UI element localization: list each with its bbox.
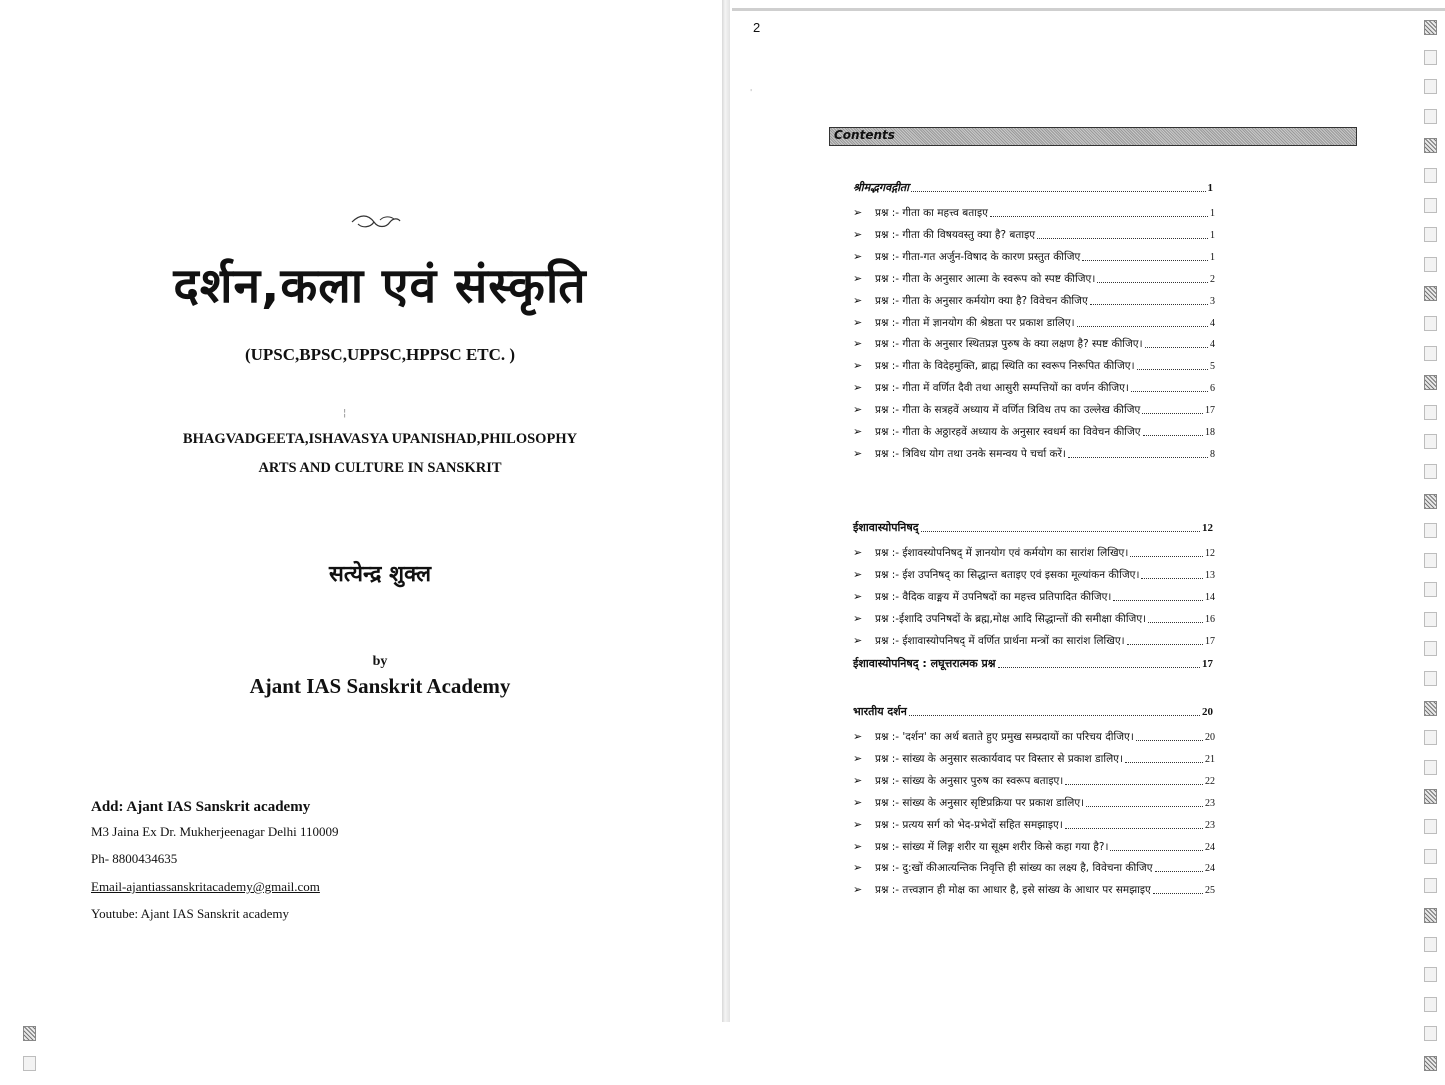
toc-entry[interactable] <box>853 359 1215 373</box>
subject-line-1: BHAGVADGEETA,ISHAVASYA UPANISHAD,PHILOSOPHY <box>182 431 578 447</box>
arrow-bullet-icon: ➢ <box>853 589 863 603</box>
binding-hole <box>23 1056 36 1071</box>
title-page <box>0 0 722 1022</box>
address-line: M3 Jaina Ex Dr. Mukherjeenagar Delhi 110009 <box>91 824 339 839</box>
dot-leader <box>1127 643 1203 645</box>
dot-leader <box>911 190 1205 192</box>
binding-hole <box>1424 109 1437 124</box>
dot-leader <box>1131 390 1208 392</box>
entry-page-number: 16 <box>1205 613 1215 625</box>
binding-hole <box>1424 789 1437 804</box>
binding-hole <box>1424 819 1437 834</box>
entry-label: प्रश्न :- सांख्य के अनुसार सृष्टिप्रक्रिया पर प्रकाश डालिए। <box>875 796 1085 809</box>
entry-page-number: 25 <box>1205 885 1215 897</box>
entry-page-number: 12 <box>1205 548 1215 559</box>
dot-leader <box>1148 621 1203 623</box>
entry-page-number: 4 <box>1210 339 1215 351</box>
entry-label: प्रश्न :- गीता के अनुसार आत्मा के स्वरूप को स्पष्ट कीजिए। <box>875 272 1096 285</box>
dot-leader <box>1037 237 1208 239</box>
dot-leader <box>1113 599 1203 601</box>
dot-leader <box>1142 412 1203 414</box>
dot-leader <box>1090 303 1208 305</box>
toc-subsection-heading[interactable] <box>853 656 1213 671</box>
toc-entry[interactable] <box>853 883 1215 897</box>
arrow-bullet-icon: ➢ <box>853 446 863 460</box>
binding-hole <box>1424 523 1437 538</box>
binding-hole <box>1424 227 1437 242</box>
entry-label: प्रश्न :- गीता में ज्ञानयोग की श्रेष्ठता पर प्रकाश डालिए। <box>875 316 1075 329</box>
toc-entry[interactable] <box>853 206 1215 220</box>
arrow-bullet-icon: ➢ <box>853 567 863 581</box>
binding-hole <box>1424 50 1437 65</box>
dot-leader <box>1065 783 1203 785</box>
entry-page-number: 14 <box>1205 591 1215 603</box>
arrow-bullet-icon: ➢ <box>853 817 863 831</box>
toc-entry[interactable] <box>853 546 1215 560</box>
arrow-bullet-icon: ➢ <box>853 249 863 263</box>
binding-hole <box>1424 20 1437 35</box>
entry-page-number: 23 <box>1205 797 1215 809</box>
entry-page-number: 2 <box>1210 273 1215 285</box>
toc-entry[interactable] <box>853 403 1215 417</box>
entry-label: प्रश्न :- वैदिक वाङ्मय में उपनिषदों का महत्त्व प्रतिपादित कीजिए। <box>875 590 1112 603</box>
entry-page-number: 23 <box>1205 819 1215 831</box>
arrow-bullet-icon: ➢ <box>853 751 863 765</box>
binding-hole <box>1424 760 1437 775</box>
book-gutter <box>722 0 730 1022</box>
toc-section-heading[interactable] <box>853 704 1213 719</box>
entry-label: प्रश्न :- गीता के विदेहमुक्ति, ब्राह्म स्थिति का स्वरूप निरूपित कीजिए। <box>875 360 1135 373</box>
flourish-ornament-icon <box>350 212 402 232</box>
toc-entry[interactable] <box>853 294 1215 308</box>
binding-hole <box>1424 849 1437 864</box>
binding-holes-right <box>1421 20 1441 1085</box>
toc-entry[interactable] <box>853 381 1215 395</box>
entry-label: प्रश्न :- त्रिविध योग तथा उनके समन्वय पे चर्चा करें। <box>875 447 1066 460</box>
binding-hole <box>1424 937 1437 952</box>
dot-leader <box>1110 849 1203 851</box>
dot-leader <box>998 666 1200 668</box>
binding-hole <box>1424 701 1437 716</box>
dot-leader <box>1068 456 1208 458</box>
entry-label: प्रश्न :- गीता का महत्त्व बताइए <box>875 207 988 219</box>
toc-entry[interactable] <box>853 272 1215 286</box>
dot-leader <box>1082 259 1208 261</box>
entry-label: प्रश्न :-ईशादि उपनिषदों के ब्रह्म,मोक्ष आदि सिद्धान्तों की समीक्षा कीजिए। <box>875 612 1147 625</box>
binding-hole <box>1424 168 1437 183</box>
arrow-bullet-icon: ➢ <box>853 206 863 219</box>
arrow-bullet-icon: ➢ <box>853 883 863 897</box>
binding-hole <box>1424 286 1437 301</box>
arrow-bullet-icon: ➢ <box>853 403 863 417</box>
toc-entry[interactable] <box>853 590 1215 604</box>
binding-hole <box>1424 257 1437 272</box>
dot-leader <box>1065 827 1203 829</box>
toc-entry[interactable] <box>853 634 1215 648</box>
dot-leader <box>1097 281 1208 283</box>
contents-header-bar <box>829 127 1357 146</box>
toc-entry[interactable] <box>853 796 1215 810</box>
entry-label: प्रश्न :- गीता के अनुसार स्थितप्रज्ञ पुरुष के क्या लक्षण है? स्पष्ट कीजिए। <box>875 338 1143 351</box>
arrow-bullet-icon: ➢ <box>853 611 863 625</box>
entry-page-number: 8 <box>1210 448 1215 460</box>
binding-hole <box>1424 641 1437 656</box>
entry-page-number: 6 <box>1210 383 1215 395</box>
binding-hole <box>1424 316 1437 331</box>
toc-entry[interactable] <box>853 730 1215 744</box>
by-label: by <box>372 654 388 669</box>
dot-leader <box>921 530 1200 532</box>
entry-page-number: 4 <box>1210 317 1215 329</box>
scan-mark: ¦ <box>343 408 347 419</box>
entry-label: प्रश्न :- ईशावस्योपनिषद् में ज्ञानयोग एवं कर्मयोग का सारांश लिखिए। <box>875 547 1129 559</box>
binding-hole <box>1424 494 1437 509</box>
entry-page-number: 17 <box>1205 405 1215 417</box>
toc-entry[interactable] <box>853 425 1215 439</box>
toc-section-heading[interactable] <box>853 180 1213 195</box>
entry-label: प्रश्न :- तत्त्वज्ञान ही मोक्ष का आधार है, इसे सांख्य के आधार पर समझाइए <box>875 884 1151 897</box>
youtube-channel: Youtube: Ajant IAS Sanskrit academy <box>91 906 289 921</box>
address-heading: Add: Ajant IAS Sanskrit academy <box>91 799 311 815</box>
toc-entry[interactable] <box>853 861 1215 875</box>
binding-hole <box>1424 908 1437 923</box>
arrow-bullet-icon: ➢ <box>853 730 863 743</box>
entry-label: प्रश्न :- गीता के सत्रहवें अध्याय में वर्णित त्रिविध तप का उल्लेख कीजिए <box>875 404 1141 417</box>
binding-hole <box>1424 671 1437 686</box>
arrow-bullet-icon: ➢ <box>853 839 863 853</box>
entry-page-number: 17 <box>1205 635 1215 647</box>
toc-entry[interactable] <box>853 612 1215 626</box>
dot-leader <box>1145 346 1208 348</box>
entry-label: प्रश्न :- गीता के अनुसार कर्मयोग क्या है? विवेचन कीजिए <box>875 294 1088 307</box>
entry-label: प्रश्न :- प्रत्यय सर्ग को भेद-प्रभेदों सहित समझाइए। <box>875 818 1063 831</box>
entry-page-number: 1 <box>1210 251 1215 263</box>
arrow-bullet-icon: ➢ <box>853 633 863 647</box>
subject-line-2: ARTS AND CULTURE IN SANSKRIT <box>258 460 502 476</box>
toc-entry[interactable] <box>853 774 1215 788</box>
binding-hole <box>1424 1026 1437 1041</box>
publisher-name: Ajant IAS Sanskrit Academy <box>249 674 511 698</box>
toc-entry[interactable] <box>853 568 1215 582</box>
author-name: सत्येन्द्र शुक्ल <box>328 562 432 587</box>
arrow-bullet-icon: ➢ <box>853 337 863 351</box>
arrow-bullet-icon: ➢ <box>853 271 863 285</box>
binding-hole <box>23 1026 36 1041</box>
binding-hole <box>1424 434 1437 449</box>
dot-leader <box>1077 325 1208 327</box>
entry-page-number: 20 <box>1205 732 1215 743</box>
entry-label: प्रश्न :- सांख्य के अनुसार सत्कार्यवाद पर विस्तार से प्रकाश डालिए। <box>875 752 1123 765</box>
phone-number: Ph- 8800434635 <box>91 851 178 866</box>
binding-hole <box>1424 582 1437 597</box>
entry-page-number: 20 <box>1202 706 1213 718</box>
arrow-bullet-icon: ➢ <box>853 773 863 787</box>
arrow-bullet-icon: ➢ <box>853 227 863 241</box>
entry-label: प्रश्न :- गीता में वर्णित दैवी तथा आसुरी सम्पत्तियों का वर्णन कीजिए। <box>875 382 1129 395</box>
entry-page-number: 3 <box>1210 295 1215 307</box>
exam-tags: (UPSC,BPSC,UPPSC,HPPSC ETC. ) <box>244 345 516 364</box>
dot-leader <box>1125 761 1203 763</box>
binding-hole <box>1424 612 1437 627</box>
toc-entry[interactable] <box>853 752 1215 766</box>
binding-hole <box>1424 138 1437 153</box>
toc-entry[interactable] <box>853 337 1215 351</box>
binding-hole <box>1424 375 1437 390</box>
arrow-bullet-icon: ➢ <box>853 359 863 373</box>
dot-leader <box>1141 577 1203 579</box>
binding-hole <box>1424 405 1437 420</box>
arrow-bullet-icon: ➢ <box>853 381 863 395</box>
binding-hole <box>1424 79 1437 94</box>
binding-hole <box>1424 730 1437 745</box>
arrow-bullet-icon: ➢ <box>853 861 863 875</box>
toc-entry[interactable] <box>853 250 1215 264</box>
entry-page-number: 22 <box>1205 775 1215 787</box>
dot-leader <box>1136 739 1203 741</box>
entry-label: प्रश्न :- सांख्य में लिङ्ग शरीर या सूक्ष्म शरीर किसे कहा गया है?। <box>875 840 1109 853</box>
binding-hole <box>1424 967 1437 982</box>
binding-hole <box>1424 997 1437 1012</box>
contents-label: Contents <box>834 128 895 142</box>
entry-page-number: 12 <box>1202 522 1213 534</box>
arrow-bullet-icon: ➢ <box>853 293 863 307</box>
toc-entry[interactable] <box>853 447 1215 461</box>
entry-label: ईशावास्योपनिषद् : लघूत्तरात्मक प्रश्न <box>853 656 996 670</box>
dot-leader <box>1153 892 1203 894</box>
page-number: 2 <box>753 20 761 35</box>
toc-entry[interactable] <box>853 228 1215 242</box>
entry-page-number: 5 <box>1210 361 1215 373</box>
entry-page-number: 1 <box>1210 229 1215 241</box>
dot-leader <box>1155 870 1203 872</box>
binding-hole <box>1424 1056 1437 1071</box>
entry-page-number: 24 <box>1205 863 1215 875</box>
binding-hole <box>1424 553 1437 568</box>
toc-entry[interactable] <box>853 818 1215 832</box>
page-top-edge <box>732 8 1445 11</box>
toc-section-heading[interactable] <box>853 520 1213 535</box>
dot-leader <box>990 215 1208 217</box>
entry-label: प्रश्न :- गीता की विषयवस्तु क्या है? बताइए <box>875 228 1036 241</box>
entry-label: प्रश्न :- गीता-गत अर्जुन-विषाद के कारण प्रस्तुत कीजिए <box>875 250 1081 263</box>
entry-label: प्रश्न :- 'दर्शन' का अर्थ बताते हुए प्रमुख सम्प्रदायों का परिचय दीजिए। <box>875 731 1134 743</box>
dot-leader <box>1086 805 1203 807</box>
arrow-bullet-icon: ➢ <box>853 795 863 809</box>
email-link[interactable]: Email-ajantiassanskritacademy@gmail.com <box>91 879 320 894</box>
entry-page-number: 1 <box>1207 182 1213 194</box>
dot-leader <box>1137 368 1208 370</box>
arrow-bullet-icon: ➢ <box>853 546 863 559</box>
binding-hole <box>1424 464 1437 479</box>
entry-page-number: 17 <box>1202 657 1213 670</box>
entry-page-number: 24 <box>1205 841 1215 853</box>
arrow-bullet-icon: ➢ <box>853 425 863 438</box>
entry-label: प्रश्न :- दु:खों कीआत्यन्तिक निवृत्ति ही सांख्य का लक्ष्य है, विवेचना कीजिए <box>875 862 1153 875</box>
entry-page-number: 13 <box>1205 569 1215 581</box>
arrow-bullet-icon: ➢ <box>853 315 863 329</box>
entry-label: प्रश्न :- ईशावास्योपनिषद् में वर्णित प्रार्थना मन्त्रों का सारांश लिखिए। <box>875 634 1125 647</box>
book-title: दर्शन,कला एवं संस्कृति <box>173 258 587 314</box>
entry-label: श्रीमद्भगवद्गीता <box>853 181 910 194</box>
entry-label: प्रश्न :- सांख्य के अनुसार पुरुष का स्वरूप बताइए। <box>875 774 1064 787</box>
entry-page-number: 1 <box>1210 208 1215 219</box>
entry-label: ईशावास्योपनिषद् <box>853 521 919 534</box>
toc-entry[interactable] <box>853 840 1215 854</box>
dot-leader <box>909 714 1200 716</box>
entry-label: भारतीय दर्शन <box>853 705 907 718</box>
dot-leader <box>1130 555 1203 557</box>
entry-label: प्रश्न :- गीता के अठ्ठारहवें अध्याय के अनुसार स्वधर्म का विवेचन कीजिए <box>875 426 1141 438</box>
binding-hole <box>1424 198 1437 213</box>
entry-label: प्रश्न :- ईश उपनिषद् का सिद्धान्त बताइए एवं इसका मूल्यांकन कीजिए। <box>875 568 1140 581</box>
scan-mark: ' <box>750 88 753 97</box>
dot-leader <box>1143 434 1203 436</box>
entry-page-number: 18 <box>1205 427 1215 438</box>
binding-hole <box>1424 878 1437 893</box>
entry-page-number: 21 <box>1205 753 1215 765</box>
binding-hole <box>1424 346 1437 361</box>
toc-entry[interactable] <box>853 316 1215 330</box>
